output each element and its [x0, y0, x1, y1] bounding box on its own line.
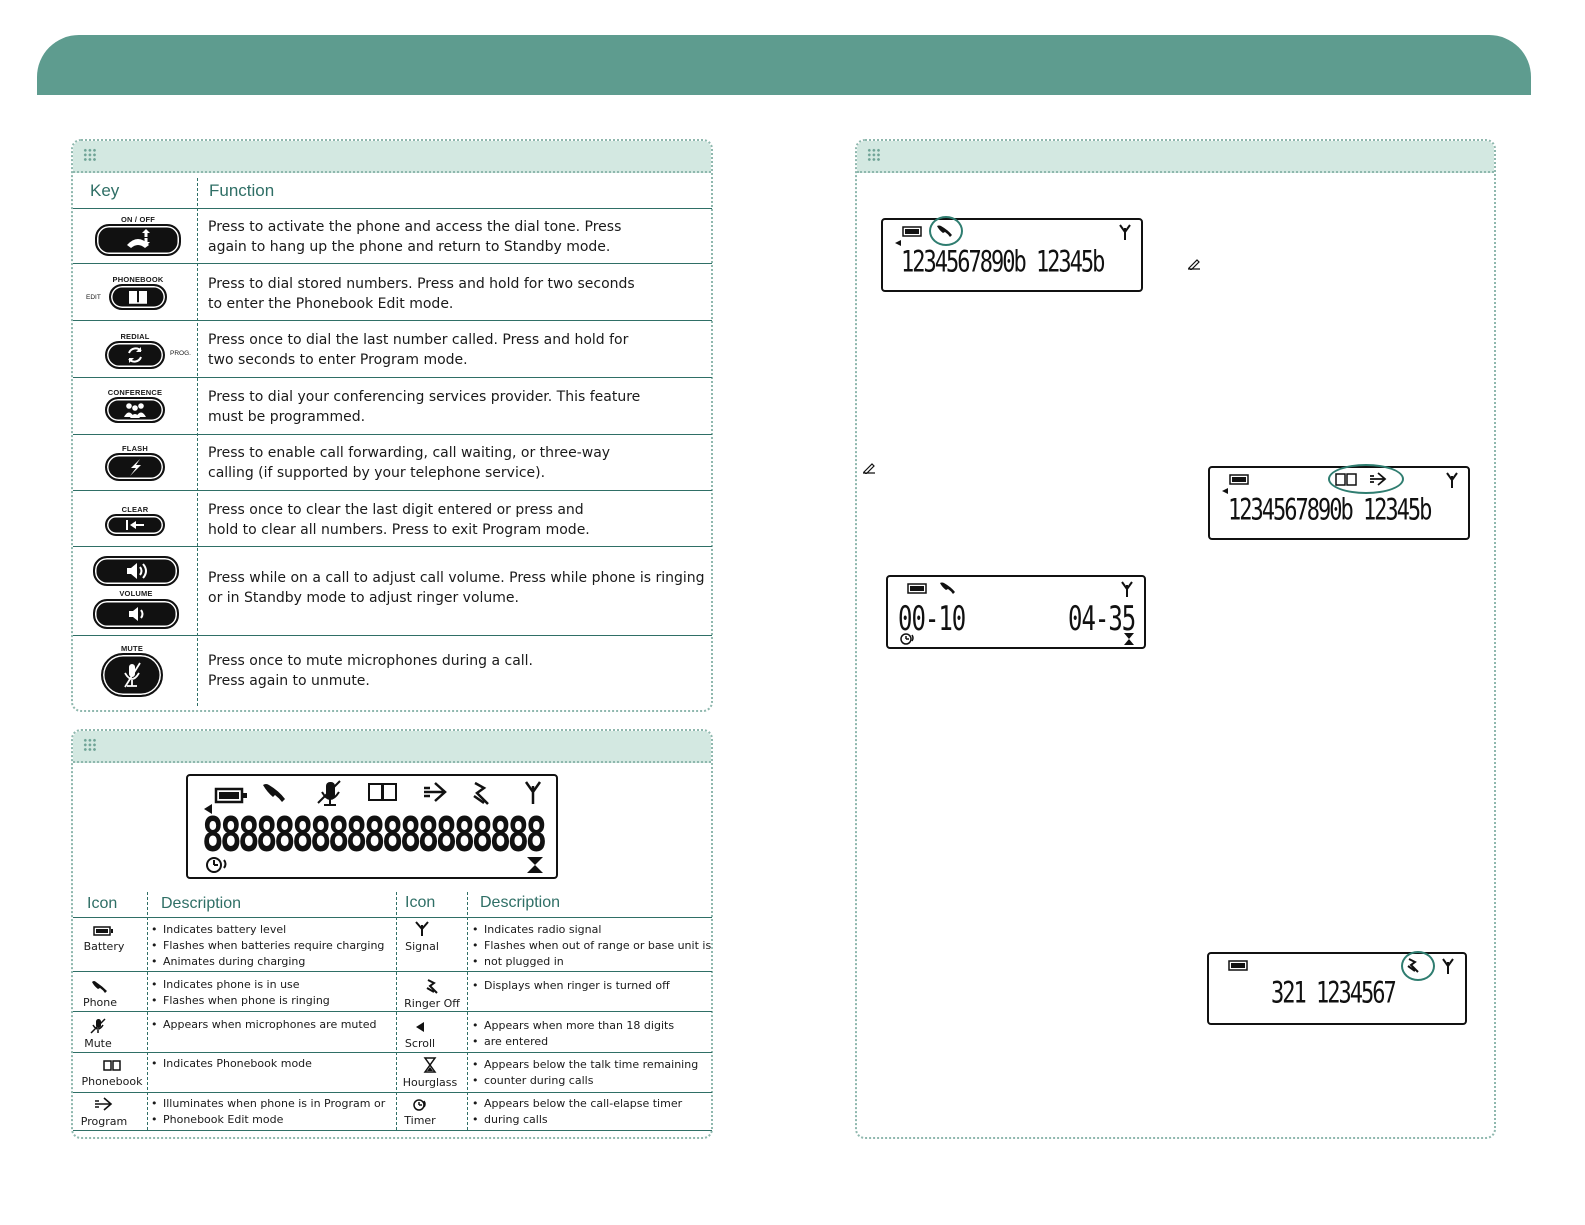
- row-divider: [73, 377, 712, 378]
- icon-description: [472, 1057, 698, 1089]
- icon-column-header: Icon: [87, 895, 118, 912]
- icon-name: Ringer Off: [404, 997, 460, 1010]
- handset-icon: [90, 980, 110, 993]
- icon-name: Battery: [83, 940, 125, 953]
- icon-cell-program: [75, 1096, 133, 1128]
- icon-description: [151, 1096, 385, 1128]
- icon-name: Phonebook: [81, 1075, 143, 1088]
- bullet: • Indicates radio signal: [472, 922, 711, 938]
- row-divider: [73, 263, 712, 264]
- grip-icon: [83, 738, 97, 752]
- icon-description: [472, 922, 711, 970]
- book-icon: [102, 1059, 122, 1072]
- bullet: • Flashes when out of range or base unit is: [472, 938, 711, 954]
- clear-key: [104, 505, 166, 538]
- handset-icon: [263, 784, 285, 802]
- icon-name: Signal: [405, 940, 439, 953]
- key-function-text: Press to dial stored numbers. Press and hold for two seconds to enter the Phonebook Edit mode.: [208, 276, 635, 312]
- key-caption: MUTE: [120, 644, 144, 653]
- key-side-label: EDIT: [86, 294, 101, 301]
- phonebook-key: [96, 275, 180, 312]
- icon-cell-hourglass: [400, 1057, 460, 1089]
- phone-updown-icon: [95, 224, 181, 256]
- lcd-overview-display: [186, 774, 558, 879]
- book-icon: [109, 284, 167, 310]
- row-divider: [73, 1130, 712, 1131]
- icon-cell-phonebook: [79, 1059, 145, 1088]
- timer-icon: [412, 1097, 428, 1111]
- icon-cell-mute: [75, 1018, 121, 1050]
- icon-name: Hourglass: [402, 1076, 458, 1089]
- backspace-icon: [105, 514, 165, 536]
- icon-cell-phone: [75, 980, 125, 1009]
- icon-description: [472, 978, 670, 994]
- bullet: • Animates during charging: [151, 954, 384, 970]
- key-side-label: PROG.: [170, 350, 191, 357]
- icon-description: [472, 1018, 674, 1050]
- row-divider: [73, 320, 712, 321]
- lcd-ringer-off-example: [1207, 952, 1467, 1025]
- ringer-off-icon: [474, 783, 488, 804]
- scroll-arrow-icon: [413, 1020, 427, 1034]
- bullet: • Flashes when phone is ringing: [151, 993, 330, 1009]
- bullet-continuation: • counter during calls: [472, 1073, 698, 1089]
- book-icon: [369, 784, 396, 800]
- ringer-off-icon: [424, 978, 440, 994]
- speaker-icon: [93, 556, 179, 586]
- bullet: • Appears below the talk time remaining: [472, 1057, 698, 1073]
- key-caption: ON / OFF: [120, 215, 156, 224]
- icon-name: Timer: [404, 1114, 436, 1127]
- row-divider: [73, 1052, 712, 1053]
- icon-name: Scroll: [404, 1037, 436, 1050]
- battery-icon: [93, 925, 115, 937]
- lightning-icon: [105, 453, 165, 481]
- highlight-circle: [929, 216, 963, 246]
- bullet: • Flashes when batteries require charging: [151, 938, 384, 954]
- key-caption: CLEAR: [121, 505, 149, 514]
- row-divider: [73, 971, 712, 972]
- row-divider: [73, 1011, 712, 1012]
- bullet: • Appears below the call-elapse timer: [472, 1096, 682, 1112]
- lcd-call-example: [881, 218, 1143, 292]
- lcd-program-example: [1208, 466, 1470, 540]
- key-function-text: Press to activate the phone and access the dial tone. Press again to hang up the phone and return to Standby mode.: [208, 219, 622, 255]
- pencil-note-icon: [862, 462, 876, 474]
- on-off-key: [94, 215, 182, 258]
- bullet-continuation: • during calls: [472, 1112, 682, 1128]
- icon-name: Program: [80, 1115, 128, 1128]
- volume-key: [92, 556, 180, 631]
- row-divider: [73, 546, 712, 547]
- function-column-header: Function: [209, 181, 275, 200]
- icon-cell-timer: [400, 1097, 440, 1127]
- antenna-icon: [1122, 582, 1132, 597]
- icon-description: [472, 1096, 682, 1128]
- key-function-text: Press once to clear the last digit entered or press and hold to clear all numbers. Press to exit Program mode.: [208, 502, 590, 538]
- bullet: • Displays when ringer is turned off: [472, 978, 670, 994]
- mute-key: [99, 644, 165, 699]
- icon-name: Phone: [82, 996, 118, 1009]
- key-function-text: Press to enable call forwarding, call waiting, or three-way calling (if supported by your telephone service).: [208, 445, 611, 481]
- row-divider: [73, 208, 712, 209]
- description-column-header: Description: [161, 895, 242, 912]
- lcd-digits: 321 1234567: [1271, 977, 1395, 1011]
- icon-description: [151, 1017, 376, 1033]
- icon-cell-signal: [400, 920, 444, 953]
- grip-icon: [867, 148, 881, 162]
- lcd-icons-panel-header: [73, 731, 711, 763]
- icon-name: Mute: [84, 1037, 112, 1050]
- highlight-circle: [1328, 464, 1404, 494]
- icon-description: [151, 1056, 312, 1072]
- icon-cell-ringer-off: [400, 978, 464, 1010]
- conference-key: [100, 388, 170, 425]
- key-caption: VOLUME: [119, 589, 153, 598]
- lcd-digits: 1234567890b 12345b: [1228, 494, 1431, 528]
- antenna-icon: [1443, 959, 1453, 974]
- hourglass-icon: [423, 1057, 437, 1073]
- antenna-icon: [414, 920, 430, 937]
- antenna-icon: [1120, 225, 1130, 240]
- description-column-header: Description: [480, 894, 561, 911]
- icon-description: [151, 922, 384, 970]
- flash-key: [104, 444, 166, 483]
- people-icon: [105, 397, 165, 423]
- key-caption: PHONEBOOK: [112, 275, 164, 284]
- bullet-continuation: • are entered: [472, 1034, 674, 1050]
- row-divider: [73, 635, 712, 636]
- lcd-timer-left: 00-10: [898, 599, 966, 639]
- handset-icon: [940, 583, 955, 595]
- row-divider: [73, 490, 712, 491]
- key-column-header: Key: [90, 181, 120, 200]
- lcd-timer-example: [886, 575, 1146, 649]
- pencil-note-icon: [1187, 258, 1201, 270]
- top-banner: [37, 35, 1531, 95]
- bullet: • Appears when microphones are muted: [151, 1017, 376, 1033]
- bullet: • Indicates battery level: [151, 922, 384, 938]
- keys-divider: [197, 178, 198, 706]
- key-caption: FLASH: [122, 444, 148, 453]
- bullet: • Indicates phone is in use: [151, 977, 330, 993]
- key-caption: REDIAL: [120, 332, 150, 341]
- row-divider: [73, 917, 712, 918]
- bullet: • Indicates Phonebook mode: [151, 1056, 312, 1072]
- bullet-continuation: • Phonebook Edit mode: [151, 1112, 385, 1128]
- antenna-icon: [1447, 473, 1457, 488]
- antenna-icon: [526, 782, 540, 804]
- lcd-digits: 1234567890b 12345b: [901, 246, 1104, 280]
- program-arrow-icon: [93, 1096, 115, 1112]
- mic-muted-icon: [88, 1018, 108, 1034]
- row-divider: [73, 1092, 712, 1093]
- speaker-icon: [93, 599, 179, 629]
- icon-description: [151, 977, 330, 1009]
- redial-key: [104, 332, 166, 371]
- display-examples-panel-header: [857, 141, 1494, 173]
- mic-muted-icon: [101, 653, 163, 697]
- key-function-text: Press to dial your conferencing services provider. This feature must be programmed.: [208, 389, 641, 425]
- row-divider: [73, 434, 712, 435]
- icon-cell-scroll: [400, 1020, 440, 1050]
- icon-column-header: Icon: [405, 894, 436, 911]
- keys-panel-header: [73, 141, 711, 173]
- key-function-text: Press once to dial the last number called. Press and hold for two seconds to enter Program mode.: [208, 332, 629, 368]
- bullet: • Illuminates when phone is in Program or: [151, 1096, 385, 1112]
- bullet-continuation: • not plugged in: [472, 954, 711, 970]
- icon-cell-battery: [75, 925, 133, 953]
- program-arrow-icon: [424, 783, 445, 801]
- key-function-text: Press once to mute microphones during a call. Press again to unmute.: [208, 653, 534, 689]
- bullet: • Appears when more than 18 digits: [472, 1018, 674, 1034]
- grip-icon: [83, 148, 97, 162]
- redial-arrows-icon: [105, 341, 165, 369]
- key-caption: CONFERENCE: [107, 388, 163, 397]
- key-function-text: Press while on a call to adjust call volume. Press while phone is ringing or in Standby mode to adjust ringer volume.: [208, 570, 705, 606]
- lcd-timer-right: 04-35: [1068, 599, 1136, 639]
- highlight-circle: [1401, 951, 1435, 981]
- lcd-overview-digits: 8888888888888888888: [202, 809, 544, 864]
